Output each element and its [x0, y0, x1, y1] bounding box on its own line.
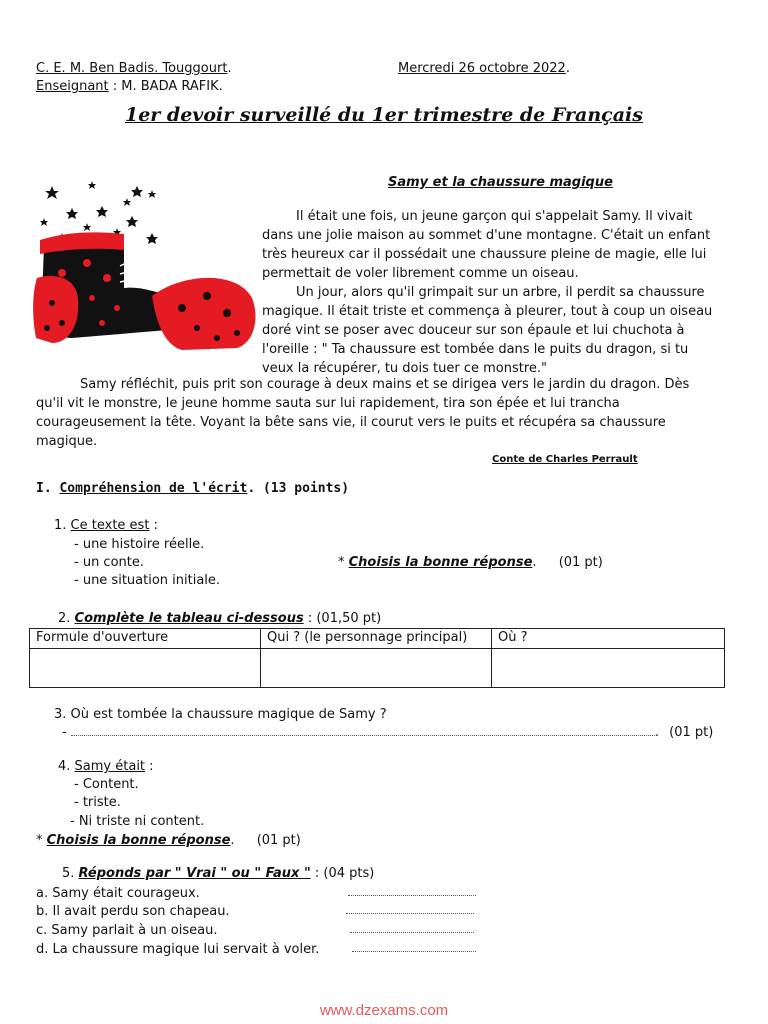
p1-line: Il était une fois, un jeune garçon qui s'appelait Samy. Il vivait	[296, 209, 693, 224]
table-header-cell: Où ?	[492, 629, 725, 649]
q5-item: b. Il avait perdu son chapeau.	[36, 904, 230, 919]
section-title: Compréhension de l'écrit	[59, 481, 248, 496]
p2-line: magique. Il était triste et commença à pleurer, tout à coup un oiseau	[262, 304, 713, 319]
q1-heading: 1. Ce texte est :	[54, 518, 158, 533]
q4-option: - Content.	[74, 777, 139, 792]
teacher-label: Enseignant	[36, 79, 109, 94]
magic-shoe-image	[32, 178, 260, 360]
q5-answer-line[interactable]	[348, 887, 476, 896]
p2-line: veux la récupérer, tu dois tuer ce monstre."	[262, 361, 548, 376]
q5-item: a. Samy était courageux.	[36, 886, 200, 901]
footer-watermark[interactable]: www.dzexams.com	[319, 1002, 449, 1019]
q3-question: 3. Où est tombée la chaussure magique de Samy ?	[54, 707, 387, 722]
p2-line: doré vint se poser avec douceur sur son épaule et lui chuchota à	[262, 323, 685, 338]
q1-option: - une histoire réelle.	[74, 537, 205, 552]
q3-answer-line[interactable]: - . (01 pt)	[62, 725, 714, 740]
teacher-name: : M. BADA RAFIK.	[108, 79, 223, 94]
story-title: Samy et la chaussure magique	[388, 175, 613, 190]
answer-dotted-line[interactable]	[71, 725, 655, 736]
date: Mercredi 26 octobre 2022	[398, 61, 566, 76]
page-title: 1er devoir surveillé du 1er trimestre de Français	[125, 104, 643, 126]
story-credit: Conte de Charles Perrault	[492, 454, 638, 465]
q1-option: - un conte.	[74, 555, 145, 570]
q1-instruction: * Choisis la bonne réponse. (01 pt)	[338, 555, 603, 570]
school-name: C. E. M. Ben Badis. Touggourt	[36, 61, 228, 76]
q4-option: - Ni triste ni content.	[70, 814, 205, 829]
p1-line: permettait de voler librement comme un oiseau.	[262, 266, 579, 281]
p3-line: qu'il vit le monstre, le jeune homme sauta sur lui rapidement, tira son épée et lui trancha	[36, 396, 620, 411]
q5-answer-line[interactable]	[352, 943, 476, 952]
teacher-line	[36, 79, 223, 94]
p2-line: Un jour, alors qu'il grimpait sur un arbre, il perdit sa chaussure	[296, 285, 705, 300]
q4-option: - triste.	[74, 795, 121, 810]
answer-cell-character[interactable]	[261, 649, 492, 688]
q1-option: - une situation initiale.	[74, 573, 221, 588]
q5-heading: 5. Réponds par " Vrai " ou " Faux " : (04 pts)	[62, 866, 375, 881]
section-heading: I. Compréhension de l'écrit. (13 points)	[36, 481, 350, 496]
p1-line: dans une jolie maison au sommet d'une montagne. C'était un enfant	[262, 228, 711, 243]
answer-cell-place[interactable]	[492, 649, 725, 688]
table-header-cell: Qui ? (le personnage principal)	[261, 629, 492, 649]
p2-line: l'oreille : " Ta chaussure est tombée dans le puits du dragon, si tu	[262, 342, 689, 357]
table-header-cell: Formule d'ouverture	[30, 629, 261, 649]
story-paragraph-3	[36, 375, 722, 451]
p3-line: courageusement la tête. Voyant la bête sans vie, il courut vers le puits et récupéra sa chaussure	[36, 415, 666, 430]
q5-item: d. La chaussure magique lui servait à voler.	[36, 942, 320, 957]
p1-line: très heureux car il possédait une chaussure pleine de magie, elle lui	[262, 247, 707, 262]
school-line: C. E. M. Ben Badis. Touggourt.	[36, 61, 232, 76]
q2-heading: 2. Complète le tableau ci-dessous : (01,50 pt)	[58, 611, 382, 626]
answer-cell-opening[interactable]	[30, 649, 261, 688]
p3-line: magique.	[36, 434, 98, 449]
p3-line: Samy réfléchit, puis prit son courage à deux mains et se dirigea vers le jardin du dragon. Dès	[80, 377, 690, 392]
q4-instruction: * Choisis la bonne réponse. (01 pt)	[36, 833, 301, 848]
q5-answer-line[interactable]	[346, 905, 474, 914]
q5-item: c. Samy parlait à un oiseau.	[36, 923, 218, 938]
date-line: Mercredi 26 octobre 2022.	[398, 61, 570, 76]
q4-heading: 4. Samy était :	[58, 759, 154, 774]
q5-answer-line[interactable]	[350, 924, 474, 933]
story-paragraph-1	[262, 207, 722, 378]
answer-table	[29, 628, 725, 688]
